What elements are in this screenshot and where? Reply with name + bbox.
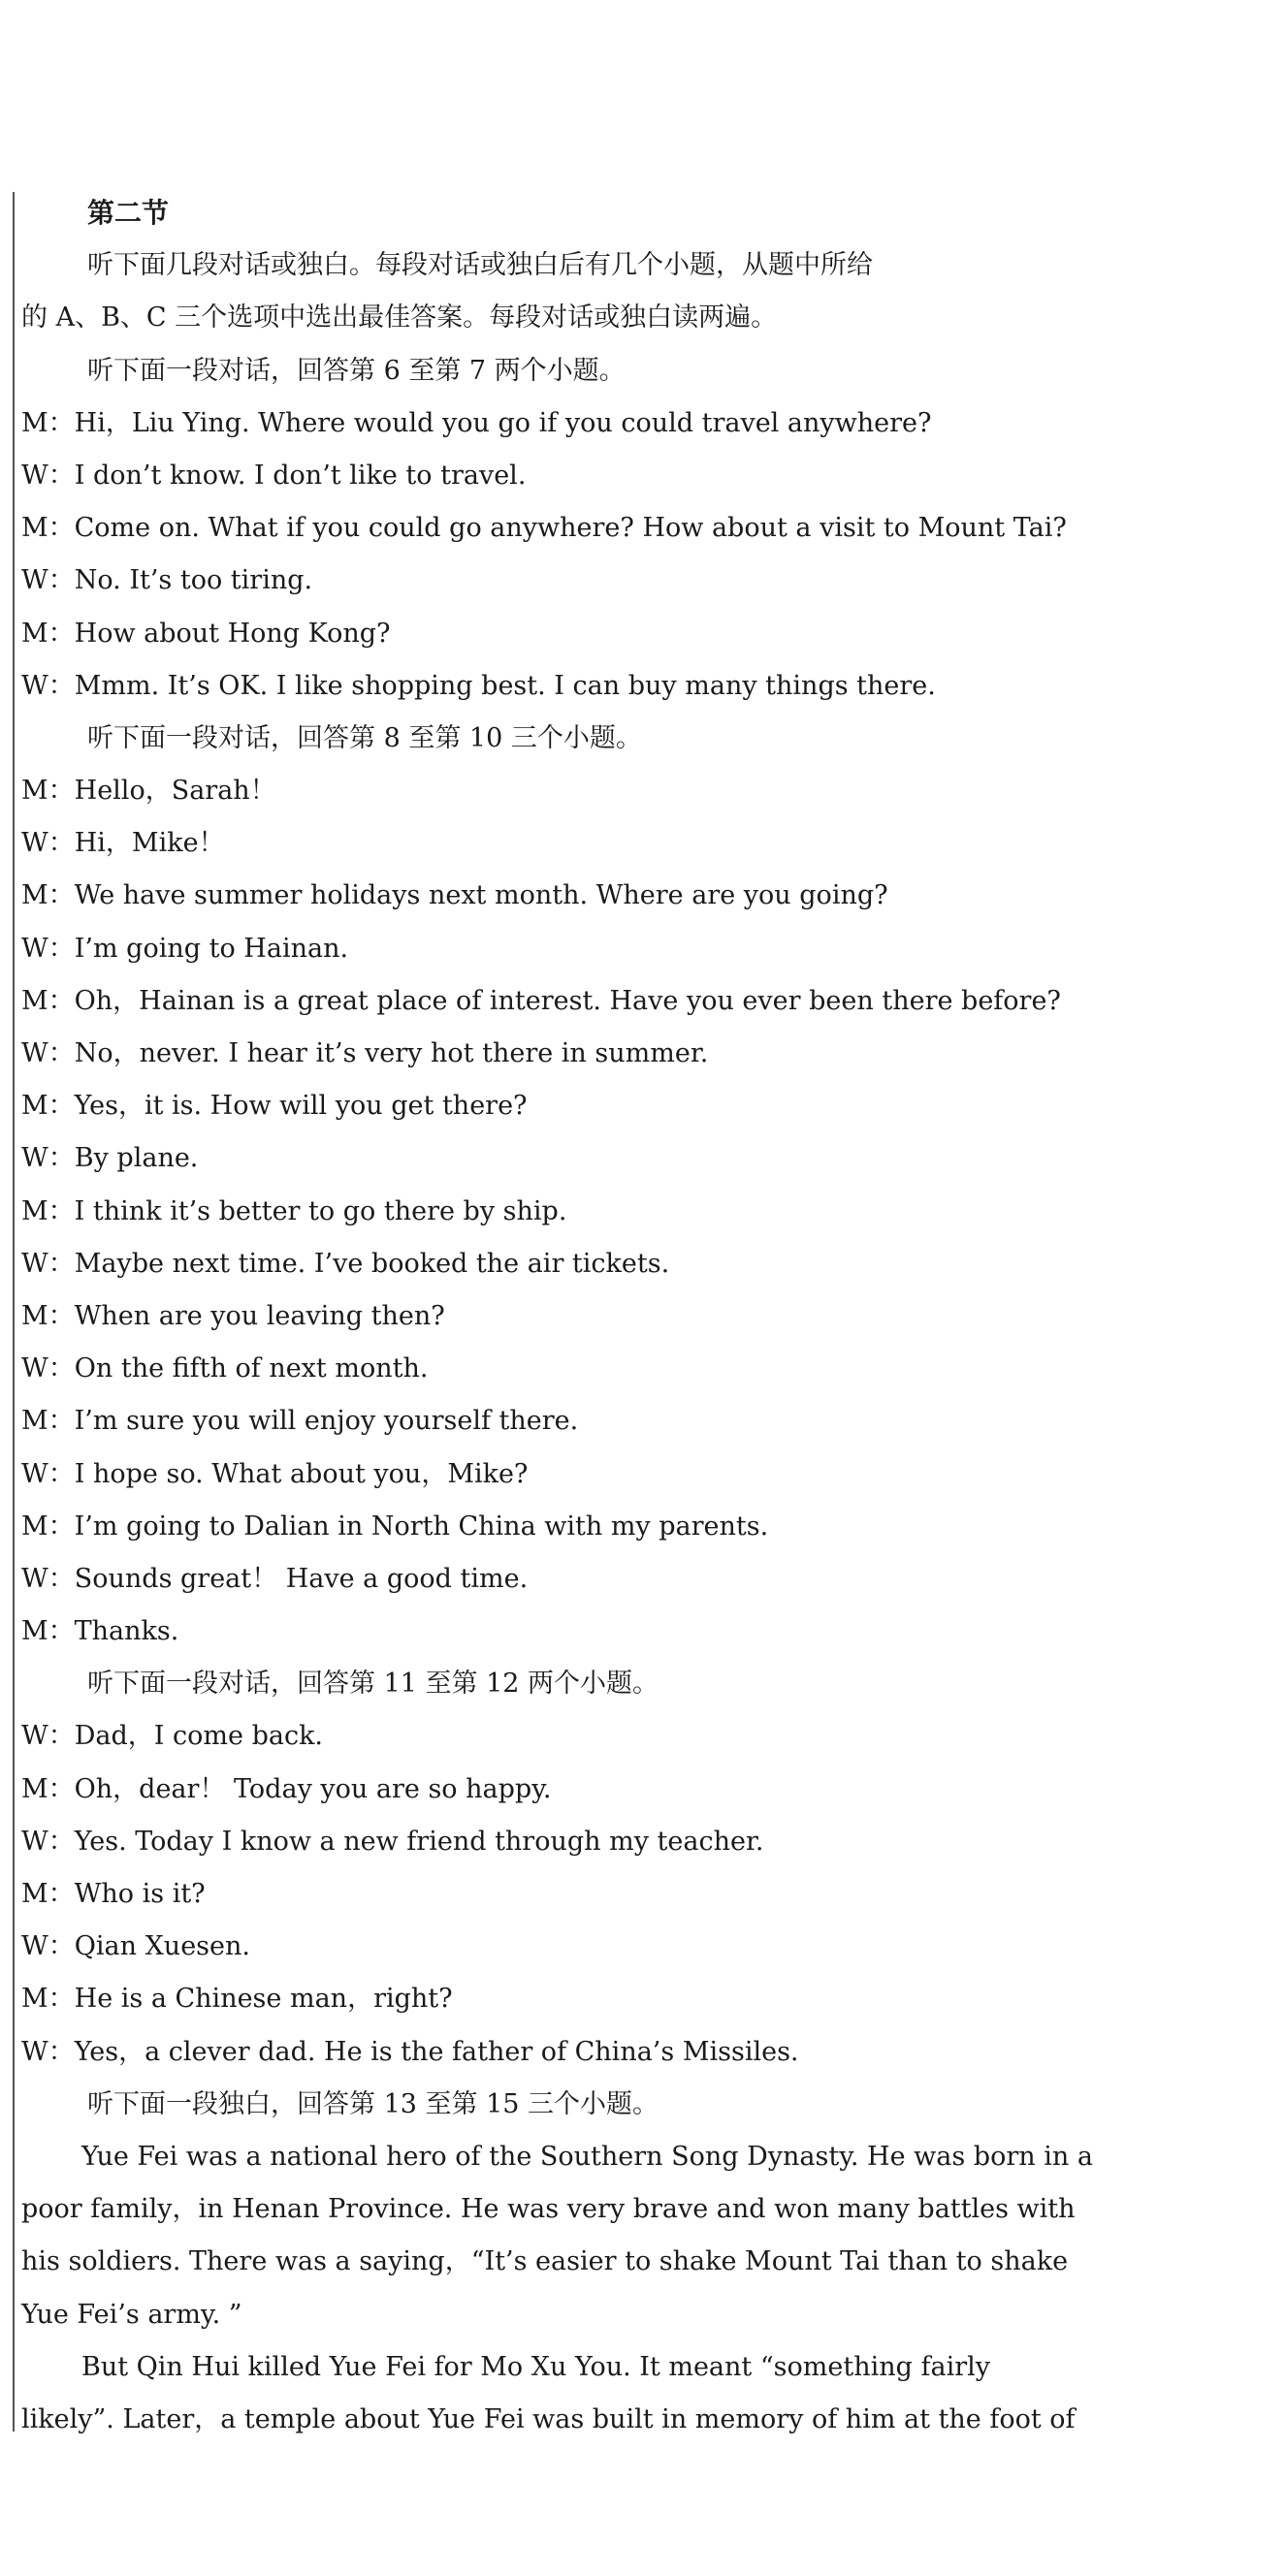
dialog-line: W：I’m going to Hainan. <box>21 933 349 964</box>
monologue-line: likely”. Later，a temple about Yue Fei was built in memory of him at the foot of <box>21 2403 1076 2434</box>
document-body <box>21 187 1093 2446</box>
monologue <box>21 2131 1093 2446</box>
instruction-q6-7: 听下面一段对话，回答第 6 至第 7 两个小题。 <box>87 355 626 386</box>
dialog-line: M：Oh，Hainan is a great place of interest. Have you ever been there before? <box>21 985 1061 1016</box>
monologue-line: But Qin Hui killed Yue Fei for Mo Xu You. It meant “something fairly <box>81 2351 990 2382</box>
dialog-line: M：Oh，dear！ Today you are so happy. <box>21 1773 552 1804</box>
dialog-1 <box>21 398 1074 713</box>
left-margin-rule <box>13 192 15 2432</box>
instruction-q11-12: 听下面一段对话，回答第 11 至第 12 两个小题。 <box>87 1669 659 1700</box>
dialog-line: W：Mmm. It’s OK. I like shopping best. I can buy many things there. <box>21 670 936 701</box>
dialog-line: M：When are you leaving then? <box>21 1300 445 1331</box>
dialog-line: W：I hope so. What about you，Mike? <box>21 1458 529 1489</box>
monologue-line: poor family，in Henan Province. He was very brave and won many battles with <box>21 2194 1076 2225</box>
dialog-line: M：I’m sure you will enjoy yourself there. <box>21 1406 579 1437</box>
dialog-2 <box>21 765 1074 1658</box>
dialog-line: W：On the fifth of next month. <box>21 1353 429 1384</box>
dialog-line: M：We have summer holidays next month. Where are you going? <box>21 880 888 911</box>
intro-line-1: 听下面几段对话或独白。每段对话或独白后有几个小题，从题中所给 <box>87 250 873 281</box>
dialog-line: M：Thanks. <box>21 1616 179 1647</box>
dialog-line: M：How about Hong Kong? <box>21 618 391 649</box>
dialog-line: W：No. It’s too tiring. <box>21 565 313 596</box>
dialog-line: M：I think it’s better to go there by ship. <box>21 1195 567 1226</box>
intro-line-2: 的 A、B、C 三个选项中选出最佳答案。每段对话或独白读两遍。 <box>21 302 778 334</box>
dialog-line: M：I’m going to Dalian in North China with my parents. <box>21 1511 769 1542</box>
dialog-line: W：Yes. Today I know a new friend through my teacher. <box>21 1826 764 1857</box>
instruction-q13-15: 听下面一段独白，回答第 13 至第 15 三个小题。 <box>87 2088 659 2119</box>
dialog-line: W：Hi，Mike！ <box>21 828 225 859</box>
dialog-line: M：He is a Chinese man，right? <box>21 1984 453 2015</box>
monologue-line: Yue Fei’s army. ” <box>21 2299 242 2330</box>
dialog-line: M：Hi，Liu Ying. Where would you go if you could travel anywhere? <box>21 407 932 438</box>
dialog-line: W：No，never. I hear it’s very hot there in summer. <box>21 1038 709 1068</box>
dialog-line: W：Yes，a clever dad. He is the father of China’s Missiles. <box>21 2036 799 2067</box>
dialog-line: W：Qian Xuesen. <box>21 1931 250 1962</box>
dialog-line: M：Yes，it is. How will you get there? <box>21 1091 528 1122</box>
dialog-line: W：Dad，I come back. <box>21 1721 324 1752</box>
dialog-3 <box>21 1710 1074 2078</box>
dialog-line: M：Who is it? <box>21 1879 206 1909</box>
dialog-line: W：Maybe next time. I’ve booked the air tickets. <box>21 1248 670 1279</box>
monologue-line: Yue Fei was a national hero of the Southern Song Dynasty. He was born in a <box>81 2141 1093 2172</box>
dialog-line: W：Sounds great！ Have a good time. <box>21 1563 529 1594</box>
section-title: 第二节 <box>87 197 170 229</box>
dialog-line: M：Hello，Sarah！ <box>21 776 276 807</box>
monologue-line: his soldiers. There was a saying，“It’s easier to shake Mount Tai than to shake <box>21 2246 1069 2277</box>
dialog-line: W：By plane. <box>21 1143 199 1174</box>
dialog-line: W：I don’t know. I don’t like to travel. <box>21 460 527 491</box>
dialog-line: M：Come on. What if you could go anywhere? How about a visit to Mount Tai? <box>21 513 1067 544</box>
instruction-q8-10: 听下面一段对话，回答第 8 至第 10 三个小题。 <box>87 722 642 753</box>
